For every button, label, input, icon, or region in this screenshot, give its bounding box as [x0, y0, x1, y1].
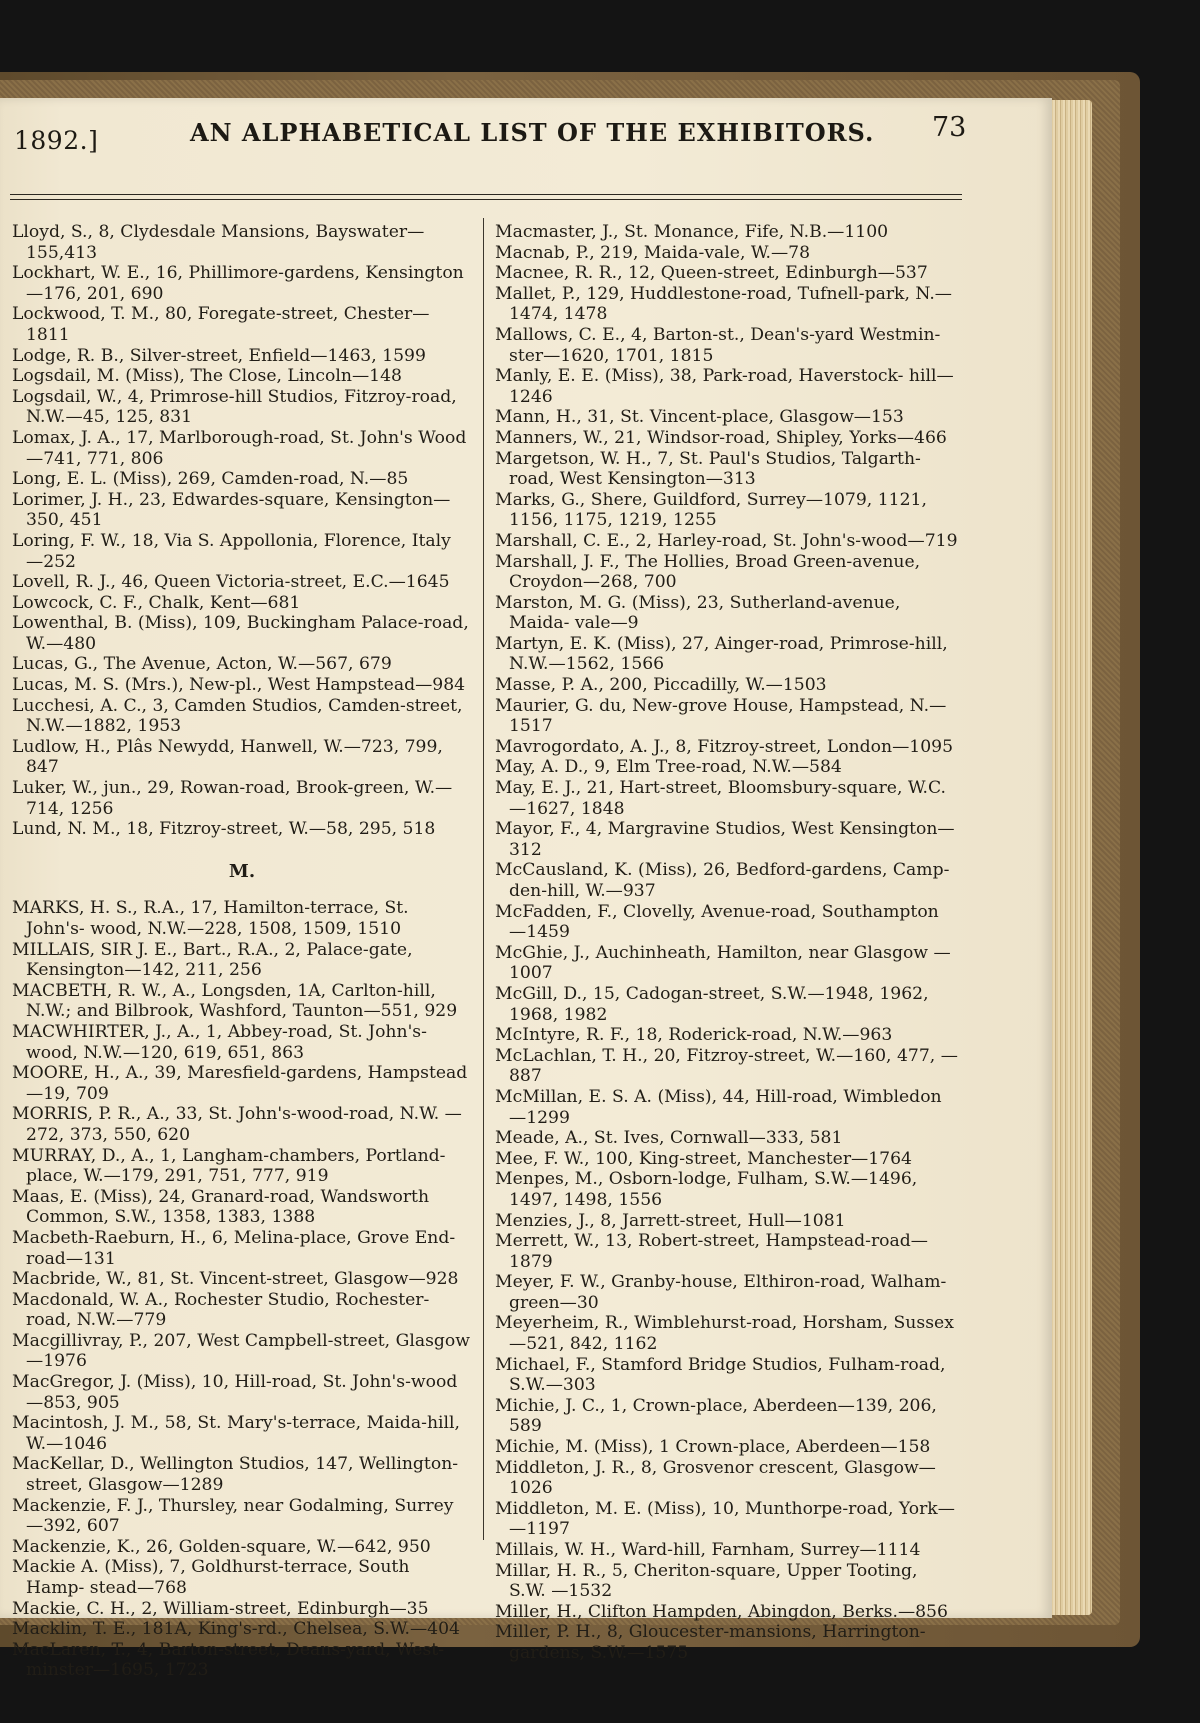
exhibitor-entry: Michie, J. C., 1, Crown-place, Aberdeen—139, 206, 589 [495, 1395, 937, 1437]
exhibitor-entry: Millais, W. H., Ward-hill, Farnham, Surrey—1114 [495, 1540, 921, 1560]
exhibitor-entry: MACWHIRTER, J., A., 1, Abbey-road, St. John's- wood, N.W.—120, 619, 651, 863 [12, 1021, 427, 1063]
exhibitor-entry: Logsdail, W., 4, Primrose-hill Studios, Fitzroy-road, N.W.—45, 125, 831 [12, 386, 457, 428]
exhibitor-entry: Margetson, W. H., 7, St. Paul's Studios, Talgarth- road, West Kensington—313 [495, 448, 921, 490]
exhibitor-entry: Loring, F. W., 18, Via S. Appollonia, Florence, Italy —252 [12, 530, 451, 572]
exhibitor-entry: Michael, F., Stamford Bridge Studios, Fulham-road, S.W.—303 [495, 1354, 946, 1396]
exhibitor-entry: Lowenthal, B. (Miss), 109, Buckingham Palace-road, W.—480 [12, 613, 469, 654]
exhibitor-entry: May, E. J., 21, Hart-street, Bloomsbury-square, W.C. —1627, 1848 [495, 778, 947, 819]
exhibitor-entry: Lorimer, J. H., 23, Edwardes-square, Kensington— 350, 451 [12, 489, 451, 531]
exhibitor-entry: Luker, W., jun., 29, Rowan-road, Brook-green, W.— 714, 1256 [12, 778, 453, 819]
exhibitor-entry: Mallows, C. E., 4, Barton-st., Dean's-yard Westmin- ster—1620, 1701, 1815 [495, 324, 941, 366]
exhibitor-entry: McIntyre, R. F., 18, Roderick-road, N.W.—963 [495, 1025, 893, 1046]
exhibitor-entry: Lloyd, S., 8, Clydesdale Mansions, Bayswater—155,413 [12, 222, 425, 263]
exhibitor-entry: Miller, P. H., 8, Gloucester-mansions, Harrington- gardens, S.W.—1575 [495, 1622, 926, 1663]
left-entries-l [12, 222, 472, 840]
exhibitor-entry: Mann, H., 31, St. Vincent-place, Glasgow—153 [495, 407, 904, 428]
exhibitor-entry: Lund, N. M., 18, Fitzroy-street, W.—58, 295, 518 [12, 819, 436, 840]
exhibitor-entry: MARKS, H. S., R.A., 17, Hamilton-terrace, St. John's- wood, N.W.—228, 1508, 1509, 1510 [12, 898, 409, 939]
exhibitor-entry: McMillan, E. S. A. (Miss), 44, Hill-road, Wimbledon —1299 [495, 1086, 942, 1128]
page-number: 73 [932, 112, 967, 143]
exhibitor-entry: Middleton, M. E. (Miss), 10, Munthorpe-road, York— —1197 [495, 1498, 955, 1540]
exhibitor-entry: Mavrogordato, A. J., 8, Fitzroy-street, London—1095 [495, 736, 954, 757]
exhibitor-entry: Macmaster, J., St. Monance, Fife, N.B.—1100 [495, 222, 889, 242]
exhibitor-entry: MacLaren, T., 4, Barton-street, Deans-yard, West- minster—1695, 1723 [12, 1639, 445, 1681]
exhibitor-entry: Lowcock, C. F., Chalk, Kent—681 [12, 592, 301, 613]
exhibitor-entry: Middleton, J. R., 8, Grosvenor crescent, Glasgow— 1026 [495, 1457, 936, 1499]
exhibitor-entry: Lomax, J. A., 17, Marlborough-road, St. John's Wood —741, 771, 806 [12, 427, 467, 469]
exhibitor-entry: Menzies, J., 8, Jarrett-street, Hull—1081 [495, 1210, 846, 1231]
exhibitor-entry: MORRIS, P. R., A., 33, St. John's-wood-road, N.W. —272, 373, 550, 620 [12, 1104, 462, 1145]
exhibitor-entry: Maurier, G. du, New-grove House, Hampstead, N.— 1517 [495, 695, 947, 737]
exhibitor-entry: Mallet, P., 129, Huddlestone-road, Tufnell-park, N.— 1474, 1478 [495, 283, 952, 325]
exhibitor-entry: Martyn, E. K. (Miss), 27, Ainger-road, Primrose-hill, N.W.—1562, 1566 [495, 633, 948, 675]
exhibitor-entry: MacKellar, D., Wellington Studios, 147, Wellington- street, Glasgow—1289 [12, 1454, 459, 1496]
exhibitor-entry: Mackenzie, K., 26, Golden-square, W.—642, 950 [12, 1536, 431, 1557]
section-letter-m: M. [228, 860, 256, 882]
exhibitor-entry: Mackenzie, F. J., Thursley, near Godalming, Surrey —392, 607 [12, 1495, 454, 1537]
exhibitor-entry: MOORE, H., A., 39, Maresfield-gardens, Hampstead —19, 709 [12, 1063, 468, 1104]
exhibitor-entry: Lockwood, T. M., 80, Foregate-street, Chester—1811 [12, 304, 430, 345]
exhibitor-entry: Marshall, C. E., 2, Harley-road, St. John's-wood—719 [495, 530, 958, 551]
exhibitor-entry: Macnab, P., 219, Maida-vale, W.—78 [495, 242, 811, 263]
exhibitor-entry: MURRAY, D., A., 1, Langham-chambers, Portland- place, W.—179, 291, 751, 777, 919 [12, 1145, 446, 1187]
exhibitor-entry: Mayor, F., 4, Margravine Studios, West Kensington— 312 [495, 819, 955, 860]
exhibitor-entry: Miller, H., Clifton Hampden, Abingdon, Berks.—856 [495, 1601, 948, 1622]
running-title: AN ALPHABETICAL LIST OF THE EXHIBITORS. [190, 118, 875, 147]
exhibitor-entry: Mackie, C. H., 2, William-street, Edinburgh—35 [12, 1598, 429, 1619]
exhibitor-entry: Manly, E. E. (Miss), 38, Park-road, Haverstock- hill—1246 [495, 366, 954, 407]
exhibitor-entry: Macgillivray, P., 207, West Campbell-street, Glasgow —1976 [12, 1330, 470, 1372]
exhibitor-entry: Manners, W., 21, Windsor-road, Shipley, Yorks—466 [495, 427, 947, 448]
exhibitor-entry: Lucas, G., The Avenue, Acton, W.—567, 679 [12, 654, 392, 675]
exhibitor-entry: Michie, M. (Miss), 1 Crown-place, Aberdeen—158 [495, 1437, 931, 1458]
exhibitor-entry: Masse, P. A., 200, Piccadilly, W.—1503 [495, 675, 827, 696]
exhibitor-entry: Marshall, J. F., The Hollies, Broad Green-avenue, Croydon—268, 700 [495, 551, 921, 593]
exhibitor-entry: Lockhart, W. E., 16, Phillimore-gardens, Kensington —176, 201, 690 [12, 263, 464, 304]
exhibitor-entry: MacGregor, J. (Miss), 10, Hill-road, St. John's-wood —853, 905 [12, 1372, 458, 1413]
left-column [12, 222, 472, 1681]
exhibitor-entry: Logsdail, M. (Miss), The Close, Lincoln—148 [12, 366, 402, 387]
exhibitor-entry: Macklin, T. E., 181A, King's-rd., Chelsea, S.W.—404 [12, 1619, 460, 1640]
exhibitor-entry: Macdonald, W. A., Rochester Studio, Rochester-road, N.W.—779 [12, 1289, 430, 1331]
exhibitor-entry: Merrett, W., 13, Robert-street, Hampstead-road— 1879 [495, 1231, 928, 1272]
exhibitor-entry: Lucas, M. S. (Mrs.), New-pl., West Hampstead—984 [12, 675, 466, 696]
exhibitor-entry: Meyer, F. W., Granby-house, Elthiron-road, Walham- green—30 [495, 1272, 947, 1313]
exhibitor-entry: Lucchesi, A. C., 3, Camden Studios, Camden-street, N.W.—1882, 1953 [12, 695, 463, 737]
exhibitor-entry: McCausland, K. (Miss), 26, Bedford-gardens, Camp- den-hill, W.—937 [495, 860, 950, 901]
exhibitor-entry: Ludlow, H., Plâs Newydd, Hanwell, W.—723, 799, 847 [12, 736, 443, 778]
exhibitor-entry: McGill, D., 15, Cadogan-street, S.W.—1948, 1962, 1968, 1982 [495, 983, 929, 1025]
exhibitor-entry: MILLAIS, SIR J. E., Bart., R.A., 2, Palace-gate, Kensington—142, 211, 256 [12, 939, 413, 981]
exhibitor-entry: Menpes, M., Osborn-lodge, Fulham, S.W.—1496, 1497, 1498, 1556 [495, 1169, 918, 1210]
exhibitor-entry: Macintosh, J. M., 58, St. Mary's-terrace, Maida-hill, W.—1046 [12, 1413, 461, 1454]
exhibitor-entry: May, A. D., 9, Elm Tree-road, N.W.—584 [495, 757, 842, 778]
header-rule-top [10, 194, 962, 195]
exhibitor-entry: McGhie, J., Auchinheath, Hamilton, near Glasgow —1007 [495, 942, 951, 984]
exhibitor-entry: McFadden, F., Clovelly, Avenue-road, Southampton —1459 [495, 901, 939, 943]
exhibitor-entry: Mackie A. (Miss), 7, Goldhurst-terrace, South Hamp- stead—768 [12, 1557, 410, 1598]
exhibitor-entry: MACBETH, R. W., A., Longsden, 1A, Carlton-hill, N.W.; and Bilbrook, Washford, Taunton—551, 929 [12, 980, 458, 1022]
column-divider [483, 218, 484, 1540]
exhibitor-entry: Lodge, R. B., Silver-street, Enfield—1463, 1599 [12, 345, 426, 366]
left-entries-m [12, 898, 472, 1681]
header-rule-bottom [10, 199, 962, 200]
exhibitor-entry: Marston, M. G. (Miss), 23, Sutherland-avenue, Maida- vale—9 [495, 592, 901, 634]
year-label: 1892.] [14, 126, 99, 155]
exhibitor-entry: Long, E. L. (Miss), 269, Camden-road, N.—85 [12, 469, 409, 490]
exhibitor-entry: Lovell, R. J., 46, Queen Victoria-street, E.C.—1645 [12, 572, 450, 593]
exhibitor-entry: Maas, E. (Miss), 24, Granard-road, Wandsworth Common, S.W., 1358, 1383, 1388 [12, 1186, 430, 1228]
exhibitor-entry: Millar, H. R., 5, Cheriton-square, Upper Tooting, S.W. —1532 [495, 1560, 918, 1602]
exhibitor-entry: Marks, G., Shere, Guildford, Surrey—1079, 1121, 1156, 1175, 1219, 1255 [495, 489, 927, 531]
exhibitor-entry: Macbride, W., 81, St. Vincent-street, Glasgow—928 [12, 1269, 459, 1290]
exhibitor-entry: Meyerheim, R., Wimblehurst-road, Horsham, Sussex —521, 842, 1162 [495, 1313, 954, 1355]
exhibitor-entry: Mee, F. W., 100, King-street, Manchester—1764 [495, 1148, 912, 1169]
exhibitor-entry: Macbeth-Raeburn, H., 6, Melina-place, Grove End- road—131 [12, 1227, 456, 1269]
page-edges [1048, 100, 1092, 1615]
right-column [495, 222, 958, 1664]
right-entries [495, 222, 958, 1664]
exhibitor-entry: McLachlan, T. H., 20, Fitzroy-street, W.—160, 477, —887 [495, 1045, 958, 1087]
exhibitor-entry: Meade, A., St. Ives, Cornwall—333, 581 [495, 1128, 843, 1149]
exhibitor-entry: Macnee, R. R., 12, Queen-street, Edinburgh—537 [495, 263, 928, 284]
